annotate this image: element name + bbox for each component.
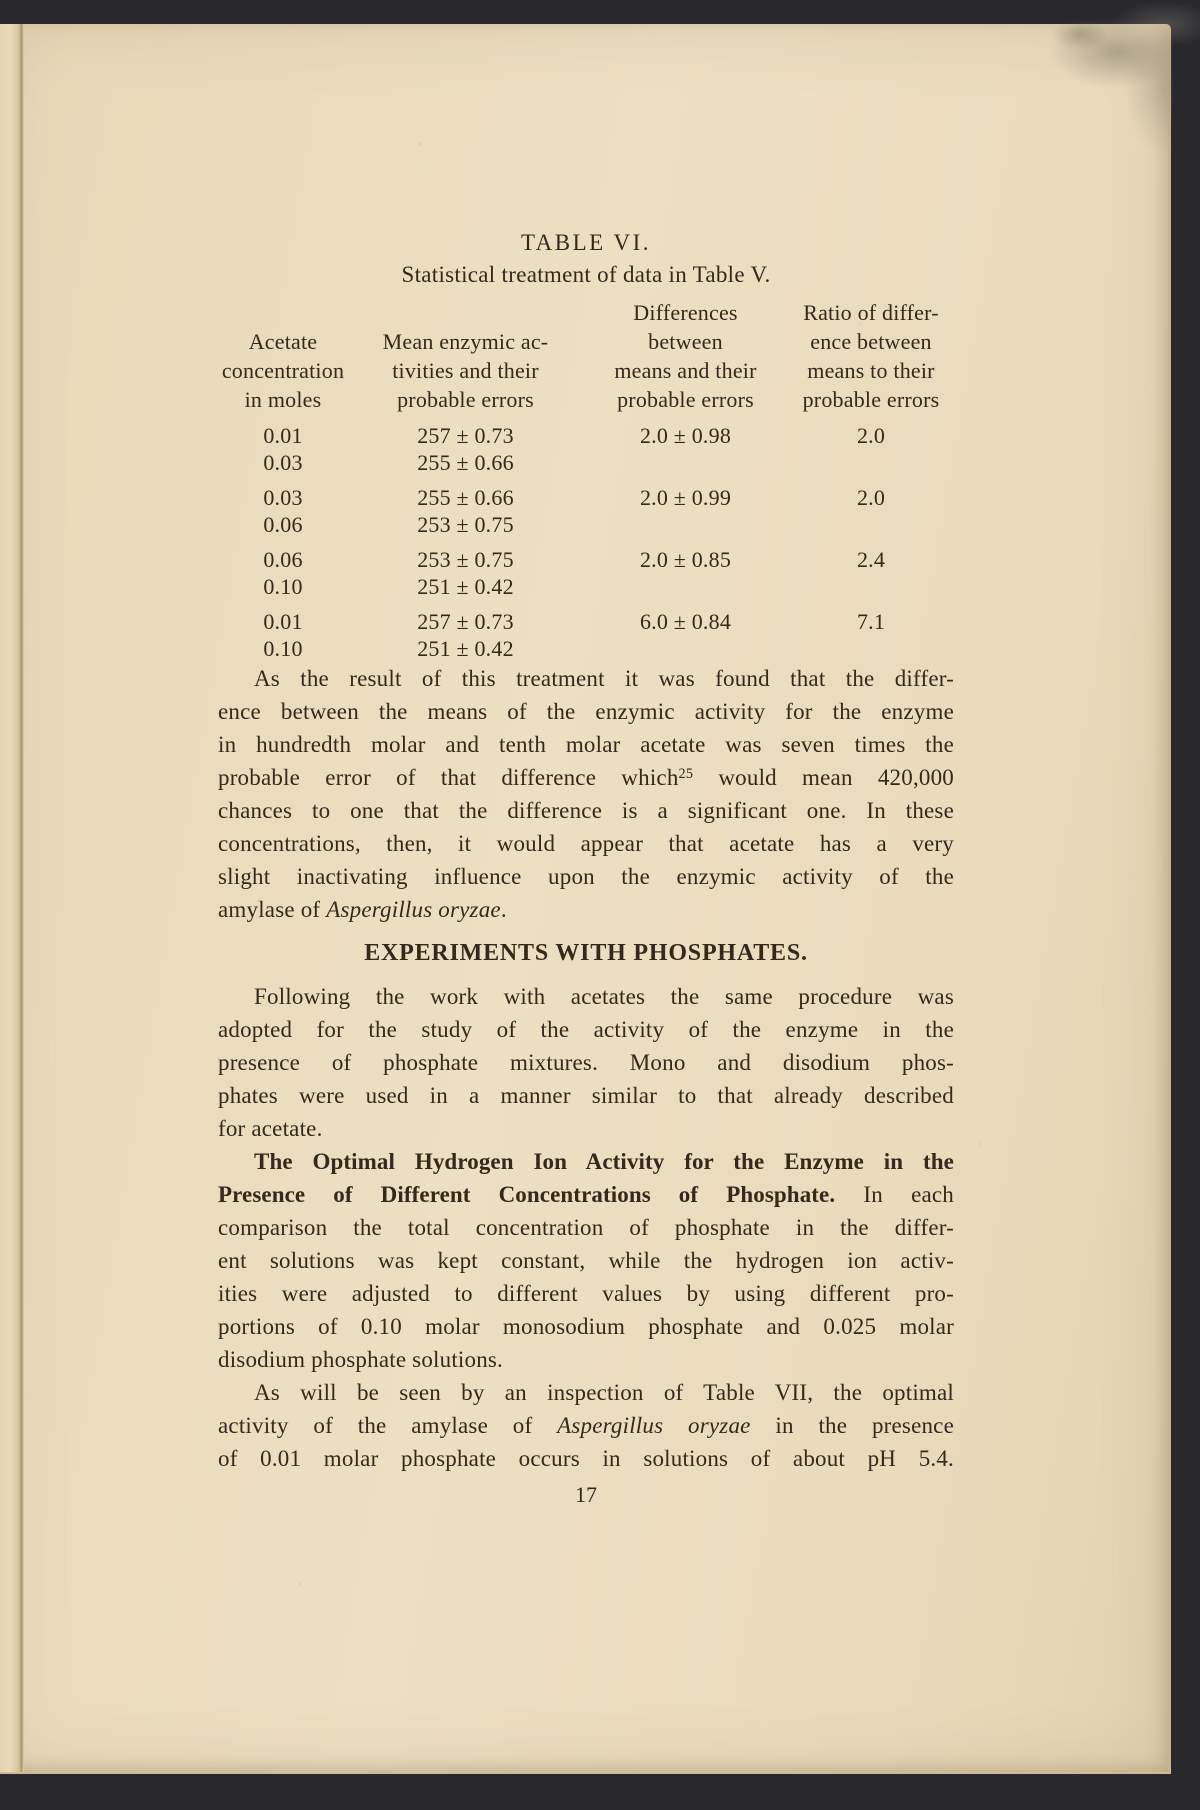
table-cell: 2.4: [856, 547, 886, 572]
table-cell: 253 ± 0.75: [417, 512, 514, 537]
text-line: phates were used in a manner similar to that already described: [218, 1083, 954, 1108]
table-header-cell: Mean enzymic ac-: [382, 329, 549, 354]
table-cell: 0.01: [263, 423, 303, 448]
table-row-group: [218, 422, 954, 476]
text-line: comparison the total concentration of phosphate in the differ-: [218, 1215, 954, 1240]
text-line: in hundredth molar and tenth molar acetate was seven times the: [218, 732, 954, 757]
text-line: slight inactivating influence upon the enzymic activity of the: [218, 864, 954, 889]
table-header-row: [218, 356, 954, 385]
table-cell: 0.03: [263, 485, 303, 510]
paragraph: [218, 662, 954, 926]
text-line: As will be seen by an inspection of Table VII, the optimal: [254, 1380, 954, 1405]
page-content: [218, 230, 954, 1509]
table-header-cell: Acetate: [248, 329, 318, 354]
text-line: for acetate.: [218, 1116, 323, 1141]
table-cell: 0.01: [263, 609, 303, 634]
table-cell: 2.0: [856, 485, 886, 510]
table-cell: 257 ± 0.73: [417, 609, 514, 634]
table-cell: 251 ± 0.42: [417, 636, 514, 661]
table-header-cell: probable errors: [617, 387, 754, 412]
table-header-cell: probable errors: [802, 387, 940, 412]
table-row: [218, 635, 954, 662]
table-row: [218, 422, 954, 449]
text-line: probable error of that difference which$^{25}$ would mean 420,000: [218, 765, 954, 790]
table-header-cell: between: [648, 329, 723, 354]
text-line: chances to one that the difference is a significant one. In these: [218, 798, 954, 823]
table-row: [218, 573, 954, 600]
text-line: activity of the amylase of Aspergillus oryzae in the presence: [218, 1413, 954, 1438]
table-cell: [583, 573, 788, 600]
table-cell: 253 ± 0.75: [417, 547, 514, 572]
book-page: [0, 24, 1171, 1774]
table-cell: [583, 635, 788, 662]
table-cell: 2.0 ± 0.99: [639, 485, 732, 510]
text-line: amylase of Aspergillus oryzae.: [218, 897, 507, 922]
text-line: Following the work with acetates the same procedure was: [254, 984, 954, 1009]
table-row-group: [218, 608, 954, 662]
table-header-cell: tivities and their: [392, 358, 539, 383]
text-line: concentrations, then, it would appear that acetate has a very: [218, 831, 954, 856]
table-cell: 2.0 ± 0.98: [639, 423, 732, 448]
table-subtitle: Statistical treatment of data in Table V.: [401, 262, 771, 287]
table-row-group: [218, 546, 954, 600]
table-cell: 6.0 ± 0.84: [639, 609, 732, 634]
text-line: As the result of this treatment it was found that the differ-: [254, 666, 954, 691]
table-header: [218, 298, 954, 414]
table-header-cell: probable errors: [397, 387, 534, 412]
table-cell: 251 ± 0.42: [417, 574, 514, 599]
table-title: TABLE VI.: [520, 230, 652, 255]
table-cell: 0.03: [263, 450, 303, 475]
table-cell: [583, 511, 788, 538]
section-heading: EXPERIMENTS WITH PHOSPHATES.: [364, 940, 808, 966]
table-header-row: [218, 327, 954, 356]
text-line: Presence of Different Concentrations of Phosphate. In each: [218, 1182, 954, 1207]
table-header-cell: means to their: [807, 358, 935, 383]
text-line: ent solutions was kept constant, while the hydrogen ion activ-: [218, 1248, 954, 1273]
table-cell: 255 ± 0.66: [417, 450, 514, 475]
table-cell: 0.06: [263, 547, 303, 572]
text-line: ities were adjusted to different values by using different pro-: [218, 1281, 954, 1306]
table-cell: [788, 635, 954, 662]
table-row: [218, 546, 954, 573]
table-cell: 0.06: [263, 512, 303, 537]
paragraph: [218, 980, 954, 1145]
text-line: ence between the means of the enzymic activity for the enzyme: [218, 699, 954, 724]
table-header-cell: Differences: [633, 300, 738, 325]
table-header-cell: ence between: [810, 329, 932, 354]
text-line: The Optimal Hydrogen Ion Activity for the Enzyme in the: [254, 1149, 954, 1174]
table-cell: 2.0 ± 0.85: [639, 547, 732, 572]
table-cell: [788, 511, 954, 538]
table-cell: 0.10: [263, 574, 303, 599]
table-cell: [788, 449, 954, 476]
table-cell: [583, 449, 788, 476]
table-cell: 2.0: [856, 423, 886, 448]
paragraph: [218, 1376, 954, 1475]
corner-stain: [981, 10, 1171, 160]
table-header-cell: means and their: [614, 358, 757, 383]
table-cell: [788, 573, 954, 600]
table-cell: 257 ± 0.73: [417, 423, 514, 448]
page-number: 17: [575, 1482, 597, 1507]
text-line: presence of phosphate mixtures. Mono and disodium phos-: [218, 1050, 954, 1075]
table-row: [218, 484, 954, 511]
page-gutter-fold: [0, 24, 24, 1772]
table-row: [218, 511, 954, 538]
table-header-row: [218, 385, 954, 414]
text-line: disodium phosphate solutions.: [218, 1347, 504, 1372]
table-row: [218, 608, 954, 635]
table-header-cell: Ratio of differ-: [803, 300, 939, 325]
text-line: portions of 0.10 molar monosodium phosphate and 0.025 molar: [218, 1314, 954, 1339]
text-line: adopted for the study of the activity of the enzyme in the: [218, 1017, 954, 1042]
table-header-cell: [218, 298, 348, 327]
paragraph: [218, 1145, 954, 1376]
table-header-cell: in moles: [244, 387, 322, 412]
table-header-row: [218, 298, 954, 327]
table-row-group: [218, 484, 954, 538]
table-cell: 0.10: [263, 636, 303, 661]
table-cell: 255 ± 0.66: [417, 485, 514, 510]
text-line: of 0.01 molar phosphate occurs in solutions of about pH 5.4.: [218, 1446, 954, 1471]
table-header-cell: [348, 298, 583, 327]
table-row: [218, 449, 954, 476]
table-header-cell: concentration: [221, 358, 345, 383]
table-cell: 7.1: [856, 609, 886, 634]
